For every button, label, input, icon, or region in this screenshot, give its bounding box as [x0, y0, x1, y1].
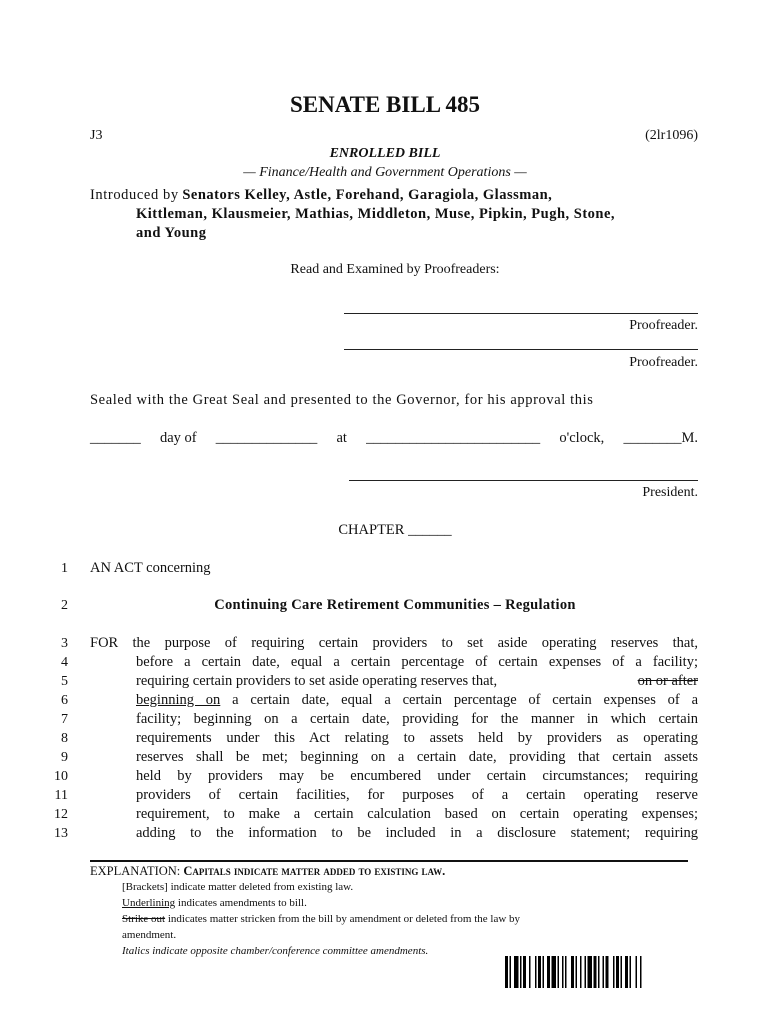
underlining-text: indicates amendments to bill. — [177, 897, 307, 909]
line-number: 6 — [61, 693, 68, 708]
oclock-label: o'clock, — [559, 430, 605, 446]
sponsors-line-1: Senators Kelley, Astle, Forehand, Garagiola, Glassman, — [182, 187, 553, 203]
sealed-statement: Sealed with the Great Seal and presented to the Governor, for his approval this — [90, 392, 594, 408]
president-label: President. — [642, 485, 698, 500]
brackets-text: indicate matter deleted from existing law. — [170, 881, 354, 893]
day-of-label: day of — [159, 430, 197, 446]
line-number: 9 — [61, 750, 68, 765]
purpose-line: requirement, to make a certain calculation based on certain operating expenses; — [136, 806, 698, 822]
underlining-word: Underlining — [122, 897, 176, 909]
purpose-line: before a certain date, equal a certain percentage of certain expenses of a facility; — [136, 654, 698, 670]
signature-line-1 — [344, 313, 698, 314]
purpose-line — [136, 673, 698, 690]
strikeout-note-continued: amendment. — [122, 929, 177, 941]
enrolled-label: ENROLLED BILL — [329, 146, 441, 161]
purpose-line: reserves shall be met; beginning on a certain date, providing that certain assets — [136, 749, 698, 765]
purpose-line: facility; beginning on a certain date, providing for the manner in which certain — [136, 711, 698, 727]
purpose-text: requiring certain providers to set aside operating reserves that, — [136, 673, 498, 689]
signature-line-2 — [344, 349, 698, 350]
bill-reference: (2lr1096) — [645, 128, 698, 143]
proofreader-label-2: Proofreader. — [629, 355, 698, 370]
proofreader-label-1: Proofreader. — [629, 318, 698, 333]
committee-line: — Finance/Health and Government Operations — — [243, 165, 527, 180]
meridiem-blank: ________M. — [623, 430, 698, 446]
purpose-line: adding to the information to be included in a disclosure statement; requiring — [136, 825, 698, 841]
introduced-by-label: Introduced by — [90, 187, 179, 203]
chapter-line: CHAPTER ______ — [338, 522, 452, 538]
bill-title: SENATE BILL 485 — [289, 92, 481, 117]
stricken-text: on or after — [637, 673, 698, 689]
date-time-row — [90, 430, 698, 447]
line-number: 8 — [61, 731, 68, 746]
underlined-amendment: beginning on — [136, 692, 221, 708]
strikeout-text: indicates matter stricken from the bill by amendment or deleted from the law by — [167, 913, 521, 925]
sponsors-line-3: and Young — [136, 225, 207, 241]
barcode-icon — [505, 956, 690, 988]
strikeout-note — [122, 913, 520, 925]
purpose-line — [136, 692, 698, 709]
line-number: 7 — [61, 712, 68, 727]
underlining-note — [122, 897, 307, 909]
purpose-line: held by providers may be encumbered under certain circumstances; requiring — [136, 768, 698, 784]
sponsors-line-2: Kittleman, Klausmeier, Mathias, Middleton, Muse, Pipkin, Pugh, Stone, — [136, 206, 616, 222]
explanation-divider — [90, 860, 688, 862]
act-heading: Continuing Care Retirement Communities – Regulation — [214, 597, 576, 613]
line-number: 13 — [54, 826, 68, 841]
month-blank: ______________ — [215, 430, 318, 446]
italics-note: Italics indicate opposite chamber/conference committee amendments. — [122, 945, 429, 957]
capitals-note: Capitals indicate matter added to existing law. — [183, 864, 446, 878]
line-number: 10 — [54, 769, 68, 784]
bill-code: J3 — [90, 128, 103, 143]
brackets-note — [122, 881, 353, 893]
line-number: 1 — [61, 561, 68, 576]
purpose-line: providers of certain facilities, for purposes of a certain operating reserve — [136, 787, 698, 803]
purpose-text: a certain date, equal a certain percentage of certain expenses of a — [232, 692, 698, 708]
brackets-word: [Brackets] — [122, 881, 168, 893]
line-number: 3 — [61, 636, 68, 651]
day-blank: _______ — [90, 430, 141, 446]
purpose-line: FOR the purpose of requiring certain providers to set aside operating reserves that, — [90, 635, 698, 651]
sponsors-block — [90, 186, 698, 243]
purpose-line: requirements under this Act relating to assets held by providers as operating — [136, 730, 698, 746]
explanation-heading — [90, 864, 445, 879]
line-number: 2 — [61, 598, 68, 613]
strikeout-word: Strike out — [122, 913, 166, 925]
line-number: 12 — [54, 807, 68, 822]
line-number: 11 — [54, 788, 68, 803]
line-number: 5 — [61, 674, 68, 689]
president-signature-line — [349, 480, 698, 481]
explanation-label: EXPLANATION: — [90, 864, 181, 878]
proofreaders-heading: Read and Examined by Proofreaders: — [290, 262, 500, 277]
line-number: 4 — [61, 655, 68, 670]
at-label: at — [336, 430, 347, 446]
act-concerning: AN ACT concerning — [90, 560, 211, 576]
time-blank: ________________________ — [366, 430, 541, 446]
